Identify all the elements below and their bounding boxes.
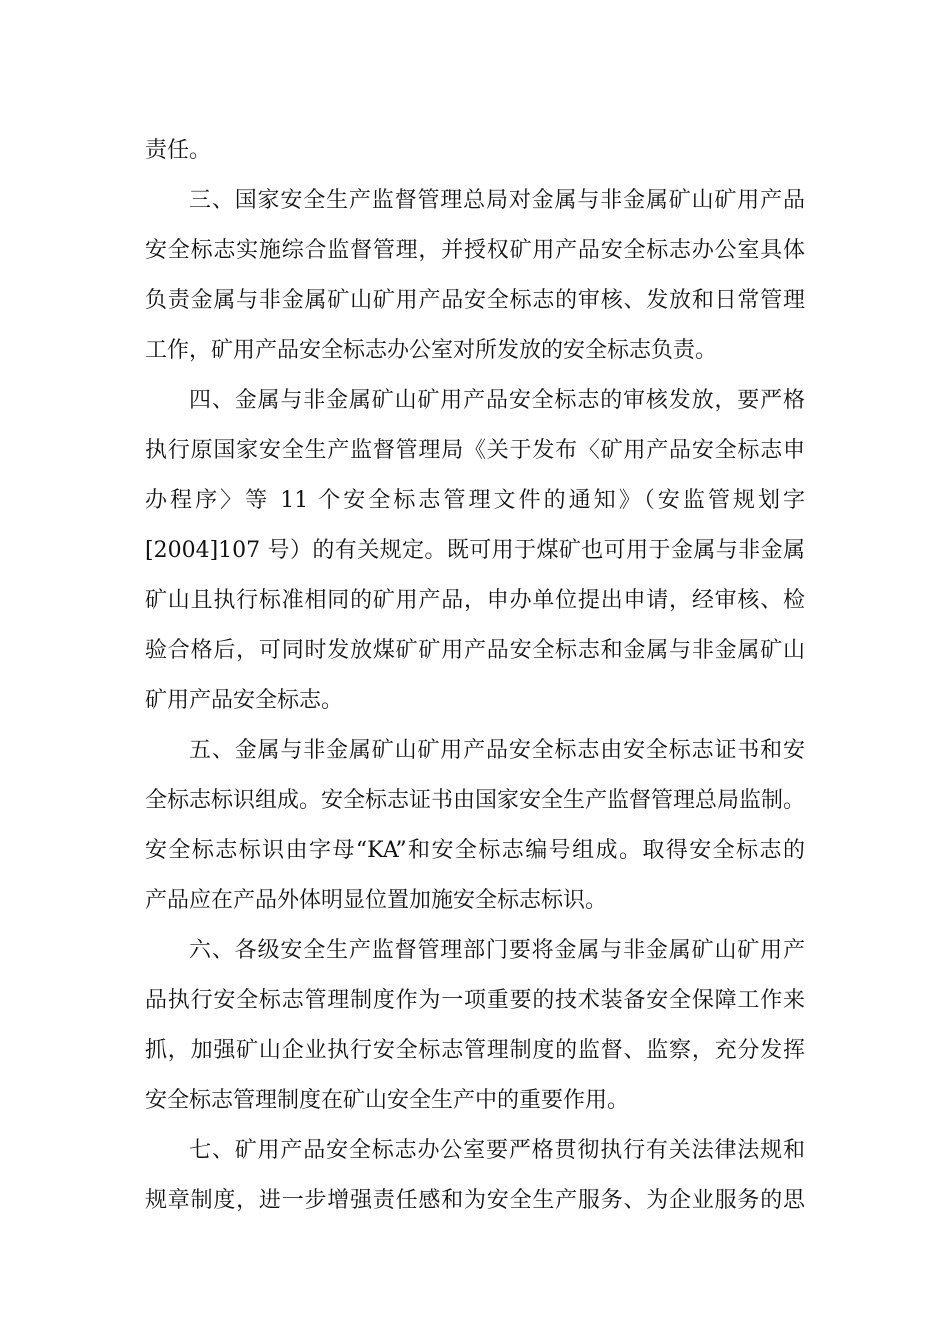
text-line: 办程序〉等 11 个安全标志管理文件的通知》（安监管规划字 — [145, 488, 805, 513]
text-line: 品执行安全标志管理制度作为一项重要的技术装备安全保障工作来 — [145, 988, 805, 1013]
text-line: 负责金属与非金属矿山矿用产品安全标志的审核、发放和日常管理 — [145, 288, 805, 313]
text-line: 规章制度，进一步增强责任感和为安全生产服务、为企业服务的思 — [145, 1188, 805, 1213]
text-line: 三、国家安全生产监督管理总局对金属与非金属矿山矿用产品 — [189, 188, 805, 213]
text-line: 产品应在产品外体明显位置加施安全标志标识。 — [145, 888, 608, 913]
text-line: 六、各级安全生产监督管理部门要将金属与非金属矿山矿用产 — [189, 938, 805, 963]
document-page — [145, 126, 805, 1226]
text-line: 抓，加强矿山企业执行安全标志管理制度的监督、监察，充分发挥 — [145, 1038, 805, 1063]
text-line: 全标志标识组成。安全标志证书由国家安全生产监督管理总局监制。 — [145, 788, 806, 813]
text-line: 验合格后，可同时发放煤矿矿用产品安全标志和金属与非金属矿山 — [145, 638, 805, 663]
text-line: 工作，矿用产品安全标志办公室对所发放的安全标志负责。 — [145, 338, 718, 363]
text-line: [2004]107 号）的有关规定。既可用于煤矿也可用于金属与非金属 — [145, 538, 805, 563]
text-line: 安全标志实施综合监督管理，并授权矿用产品安全标志办公室具体 — [145, 238, 805, 263]
text-line: 安全标志标识由字母“KA”和安全标志编号组成。取得安全标志的 — [145, 838, 805, 863]
text-line: 责任。 — [145, 138, 212, 163]
text-line: 安全标志管理制度在矿山安全生产中的重要作用。 — [145, 1088, 630, 1113]
text-line: 五、金属与非金属矿山矿用产品安全标志由安全标志证书和安 — [189, 738, 805, 763]
text-line: 七、矿用产品安全标志办公室要严格贯彻执行有关法律法规和 — [189, 1138, 805, 1163]
text-line: 矿山且执行标准相同的矿用产品，申办单位提出申请，经审核、检 — [145, 588, 805, 613]
text-line: 执行原国家安全生产监督管理局《关于发布〈矿用产品安全标志申 — [145, 438, 805, 463]
text-line: 四、金属与非金属矿山矿用产品安全标志的审核发放，要严格 — [189, 388, 805, 413]
text-line: 矿用产品安全标志。 — [145, 688, 344, 713]
